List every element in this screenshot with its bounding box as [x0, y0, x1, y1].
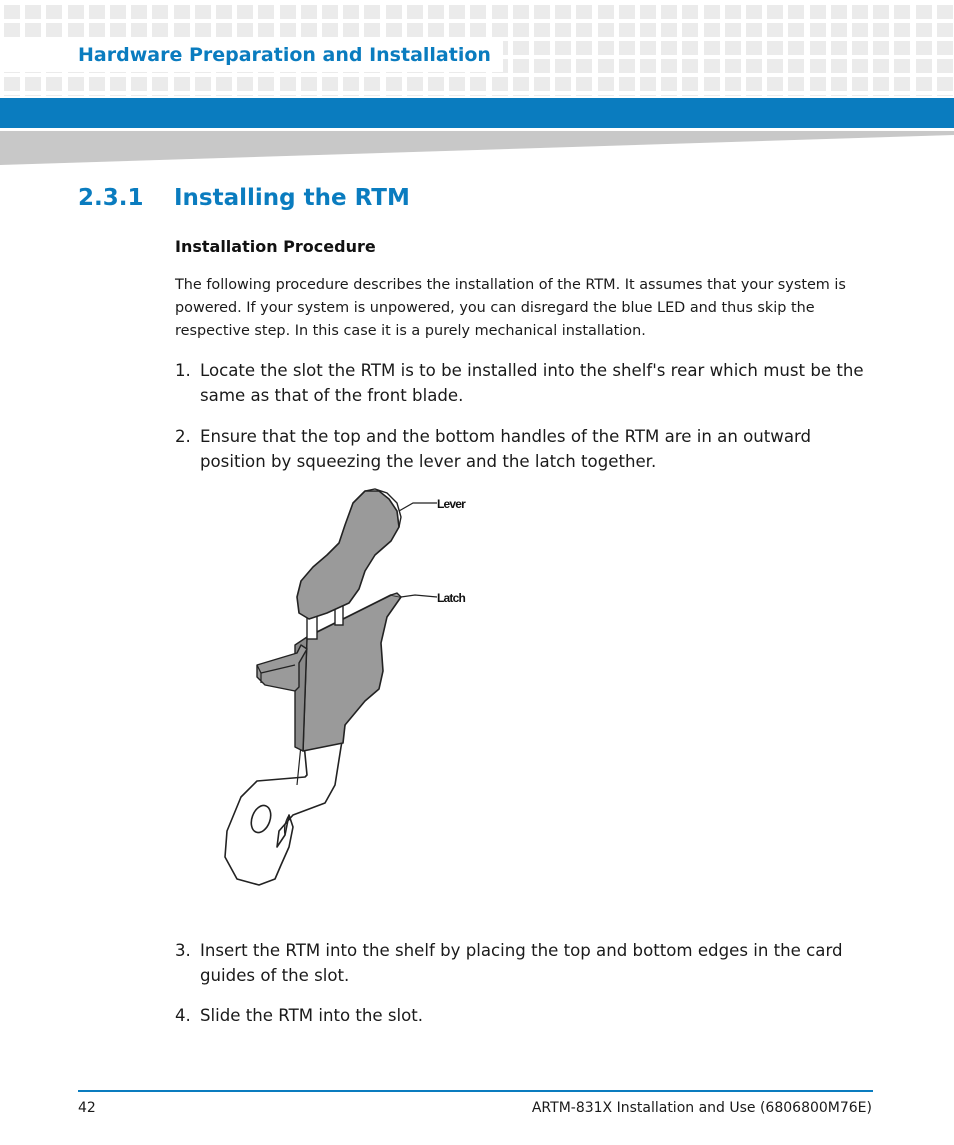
pattern-dot [831, 5, 847, 19]
pattern-dot [746, 59, 762, 73]
pattern-dot [195, 95, 211, 96]
pattern-dot [661, 23, 677, 37]
pattern-dot [513, 95, 529, 96]
pattern-dot [364, 5, 380, 19]
pattern-dot [937, 5, 953, 19]
pattern-dot [25, 77, 41, 91]
pattern-dot [280, 5, 296, 19]
pattern-dot [343, 5, 359, 19]
pattern-dot [89, 23, 105, 37]
pattern-dot [258, 5, 274, 19]
pattern-dot [386, 77, 402, 91]
step-4 [175, 1003, 875, 1028]
pattern-dot [25, 23, 41, 37]
pattern-dot [619, 59, 635, 73]
pattern-dot [428, 77, 444, 91]
pattern-dot [110, 5, 126, 19]
pattern-dot [46, 95, 62, 96]
pattern-dot [682, 41, 698, 55]
pattern-dot [619, 95, 635, 96]
pattern-dot [322, 95, 338, 96]
pattern-dot [555, 23, 571, 37]
pattern-dot [831, 59, 847, 73]
step-text: Ensure that the top and the bottom handles of the RTM are in an outward position by squeezing the lever and the latch together. [200, 427, 812, 471]
rtm-handle-figure [215, 485, 485, 890]
pattern-dot [492, 5, 508, 19]
pattern-dot [767, 23, 783, 37]
pattern-dot [470, 77, 486, 91]
pattern-dot [831, 41, 847, 55]
pattern-dot [555, 59, 571, 73]
pattern-dot [598, 41, 614, 55]
pattern-dot [598, 59, 614, 73]
pattern-dot [598, 95, 614, 96]
pattern-dot [576, 41, 592, 55]
pattern-dot [810, 5, 826, 19]
pattern-dot [937, 23, 953, 37]
pattern-dot [4, 23, 20, 37]
pattern-dot [704, 41, 720, 55]
pattern-dot [68, 77, 84, 91]
pattern-dot [661, 95, 677, 96]
pattern-dot [216, 77, 232, 91]
pattern-dot [4, 5, 20, 19]
pattern-dot [131, 77, 147, 91]
handle-body-outline [225, 725, 345, 885]
pattern-dot [428, 95, 444, 96]
step-number: 4. [175, 1006, 191, 1025]
pattern-dot [746, 77, 762, 91]
pattern-dot [237, 5, 253, 19]
pattern-dot [640, 77, 656, 91]
pattern-dot [725, 5, 741, 19]
pattern-dot [788, 77, 804, 91]
pattern-dot [89, 5, 105, 19]
pattern-dot [661, 5, 677, 19]
pattern-dot [598, 77, 614, 91]
pattern-dot [301, 95, 317, 96]
pattern-dot [449, 77, 465, 91]
pattern-dot [788, 59, 804, 73]
pattern-dot [661, 59, 677, 73]
pattern-dot [470, 5, 486, 19]
pattern-dot [216, 5, 232, 19]
pattern-dot [258, 77, 274, 91]
pattern-dot [534, 95, 550, 96]
pattern-dot [682, 59, 698, 73]
pattern-dot [937, 41, 953, 55]
pattern-dot [131, 23, 147, 37]
pattern-dot [237, 23, 253, 37]
section-heading [78, 182, 410, 214]
pattern-dot [852, 77, 868, 91]
pattern-dot [216, 23, 232, 37]
pattern-dot [576, 23, 592, 37]
pattern-dot [407, 95, 423, 96]
pattern-dot [322, 77, 338, 91]
pattern-dot [280, 95, 296, 96]
pattern-dot [916, 77, 932, 91]
pattern-dot [89, 77, 105, 91]
pattern-dot [428, 5, 444, 19]
pattern-dot [894, 41, 910, 55]
pattern-dot [25, 5, 41, 19]
pattern-dot [640, 95, 656, 96]
pattern-dot [640, 59, 656, 73]
pattern-dot [810, 77, 826, 91]
pattern-dot [449, 5, 465, 19]
pattern-dot [704, 95, 720, 96]
pattern-dot [513, 77, 529, 91]
pattern-dot [555, 77, 571, 91]
pattern-dot [682, 5, 698, 19]
step-text: Slide the RTM into the slot. [200, 1006, 424, 1025]
pattern-dot [280, 23, 296, 37]
pattern-dot [682, 95, 698, 96]
step-number: 3. [175, 941, 191, 960]
pattern-dot [364, 23, 380, 37]
lever-leader-line [399, 503, 437, 511]
pattern-dot [704, 59, 720, 73]
pattern-dot [894, 5, 910, 19]
pattern-dot [258, 23, 274, 37]
pattern-dot [619, 5, 635, 19]
pattern-dot [852, 5, 868, 19]
pattern-dot [725, 59, 741, 73]
pattern-dot [852, 95, 868, 96]
pattern-dot [534, 77, 550, 91]
pattern-dot [343, 77, 359, 91]
pattern-dot [873, 77, 889, 91]
pattern-dot [364, 95, 380, 96]
pattern-dot [131, 5, 147, 19]
pattern-dot [873, 59, 889, 73]
pattern-dot [767, 95, 783, 96]
pattern-dot [364, 77, 380, 91]
section-number: 2.3.1 [78, 185, 144, 211]
lever-label: Lever [437, 497, 466, 511]
pattern-dot [916, 59, 932, 73]
pattern-dot [152, 77, 168, 91]
pattern-dot [555, 5, 571, 19]
pattern-dot [682, 23, 698, 37]
pattern-dot [894, 23, 910, 37]
pattern-dot [852, 41, 868, 55]
pattern-dot [619, 23, 635, 37]
pattern-dot [810, 41, 826, 55]
pattern-dot [513, 59, 529, 73]
pattern-dot [704, 5, 720, 19]
pattern-dot [89, 95, 105, 96]
pattern-dot [767, 59, 783, 73]
pattern-dot [788, 5, 804, 19]
intro-paragraph: The following procedure describes the installation of the RTM. It assumes that your system is powered. If your system is unpowered, you can disregard the blue LED and thus skip the respective step. In this case it is a purely mechanical installation. [175, 277, 846, 339]
step-number: 2. [175, 427, 191, 446]
pattern-dot [4, 77, 20, 91]
pattern-dot [767, 77, 783, 91]
pattern-dot [407, 23, 423, 37]
pattern-dot [682, 77, 698, 91]
pattern-dot [25, 95, 41, 96]
pattern-dot [492, 77, 508, 91]
pattern-dot [916, 23, 932, 37]
pattern-dot [195, 77, 211, 91]
pattern-dot [873, 41, 889, 55]
pattern-dot [746, 5, 762, 19]
pattern-dot [68, 95, 84, 96]
pattern-dot [937, 77, 953, 91]
pattern-dot [916, 95, 932, 96]
latch-label: Latch [437, 591, 466, 605]
pattern-dot [916, 41, 932, 55]
pattern-dot [237, 95, 253, 96]
pattern-dot [46, 23, 62, 37]
pattern-dot [280, 77, 296, 91]
pattern-dot [386, 5, 402, 19]
pattern-dot [810, 23, 826, 37]
pattern-dot [46, 5, 62, 19]
pattern-dot [788, 23, 804, 37]
pattern-dot [894, 95, 910, 96]
step-text: Locate the slot the RTM is to be installed into the shelf's rear which must be the same as that of the front blade. [200, 361, 864, 405]
pattern-dot [725, 77, 741, 91]
pattern-dot [301, 5, 317, 19]
pattern-dot [534, 41, 550, 55]
pattern-dot [68, 23, 84, 37]
pattern-dot [492, 23, 508, 37]
pattern-dot [767, 41, 783, 55]
pattern-dot [831, 95, 847, 96]
pattern-dot [831, 23, 847, 37]
running-header-title: Hardware Preparation and Installation [0, 38, 503, 72]
procedure-subheading: Installation Procedure [175, 237, 376, 256]
pattern-dot [4, 95, 20, 96]
header-gray-wedge [0, 131, 954, 165]
pattern-dot [237, 77, 253, 91]
pattern-dot [704, 23, 720, 37]
pattern-dot [767, 5, 783, 19]
pattern-dot [619, 41, 635, 55]
pattern-dot [343, 23, 359, 37]
pattern-dot [152, 5, 168, 19]
pattern-dot [301, 23, 317, 37]
pattern-dot [576, 5, 592, 19]
pattern-dot [195, 23, 211, 37]
step-1 [175, 358, 875, 408]
pattern-dot [746, 23, 762, 37]
pattern-dot [534, 23, 550, 37]
pattern-dot [449, 23, 465, 37]
pattern-dot [195, 5, 211, 19]
pattern-dot [640, 23, 656, 37]
pattern-dot [852, 23, 868, 37]
pattern-dot [788, 41, 804, 55]
pattern-dot [470, 23, 486, 37]
step-text: Insert the RTM into the shelf by placing the top and bottom edges in the card guides of the slot. [200, 941, 843, 985]
footer-divider [78, 1090, 873, 1092]
step-number: 1. [175, 361, 191, 380]
pattern-dot [110, 23, 126, 37]
pattern-dot [555, 41, 571, 55]
pattern-dot [576, 59, 592, 73]
pattern-dot [576, 77, 592, 91]
pattern-dot [661, 77, 677, 91]
pattern-dot [873, 23, 889, 37]
pattern-dot [152, 23, 168, 37]
page-number: 42 [78, 1100, 96, 1116]
pattern-dot [788, 95, 804, 96]
pattern-dot [152, 95, 168, 96]
pattern-dot [407, 77, 423, 91]
footer-document-title: ARTM-831X Installation and Use (6806800M76E) [531, 1100, 872, 1116]
pattern-dot [322, 5, 338, 19]
pattern-dot [110, 77, 126, 91]
pattern-dot [894, 59, 910, 73]
pattern-dot [46, 77, 62, 91]
pattern-dot [386, 95, 402, 96]
pattern-dot [831, 77, 847, 91]
pattern-dot [513, 23, 529, 37]
pattern-dot [894, 77, 910, 91]
step-2 [175, 424, 875, 474]
pattern-dot [68, 5, 84, 19]
pattern-dot [386, 23, 402, 37]
pattern-dot [110, 95, 126, 96]
pattern-dot [407, 5, 423, 19]
pattern-dot [258, 95, 274, 96]
pattern-dot [492, 95, 508, 96]
pattern-dot [513, 5, 529, 19]
pattern-dot [916, 5, 932, 19]
pattern-dot [534, 59, 550, 73]
pattern-dot [810, 95, 826, 96]
pattern-dot [470, 95, 486, 96]
pattern-dot [428, 23, 444, 37]
pattern-dot [937, 59, 953, 73]
pattern-dot [661, 41, 677, 55]
pattern-dot [555, 95, 571, 96]
pattern-dot [322, 23, 338, 37]
pattern-dot [810, 59, 826, 73]
pattern-dot [598, 5, 614, 19]
pattern-dot [174, 5, 190, 19]
pattern-dot [725, 23, 741, 37]
header-blue-bar [0, 98, 954, 128]
pattern-dot [619, 77, 635, 91]
pattern-dot [174, 95, 190, 96]
pattern-dot [343, 95, 359, 96]
pattern-dot [640, 5, 656, 19]
pattern-dot [746, 41, 762, 55]
pattern-dot [301, 77, 317, 91]
pattern-dot [704, 77, 720, 91]
pattern-dot [216, 95, 232, 96]
pattern-dot [449, 95, 465, 96]
pattern-dot [640, 41, 656, 55]
latch-shape [303, 595, 401, 751]
pattern-dot [725, 41, 741, 55]
step-3 [175, 938, 875, 988]
pattern-dot [174, 77, 190, 91]
pattern-dot [598, 23, 614, 37]
pattern-dot [513, 41, 529, 55]
pattern-dot [534, 5, 550, 19]
pattern-dot [746, 95, 762, 96]
pattern-dot [131, 95, 147, 96]
pattern-dot [937, 95, 953, 96]
pattern-dot [873, 5, 889, 19]
pattern-dot [873, 95, 889, 96]
latch-leader-line [401, 595, 437, 597]
pattern-dot [174, 23, 190, 37]
pattern-dot [576, 95, 592, 96]
section-title: Installing the RTM [174, 185, 410, 211]
pattern-dot [725, 95, 741, 96]
pattern-dot [852, 59, 868, 73]
